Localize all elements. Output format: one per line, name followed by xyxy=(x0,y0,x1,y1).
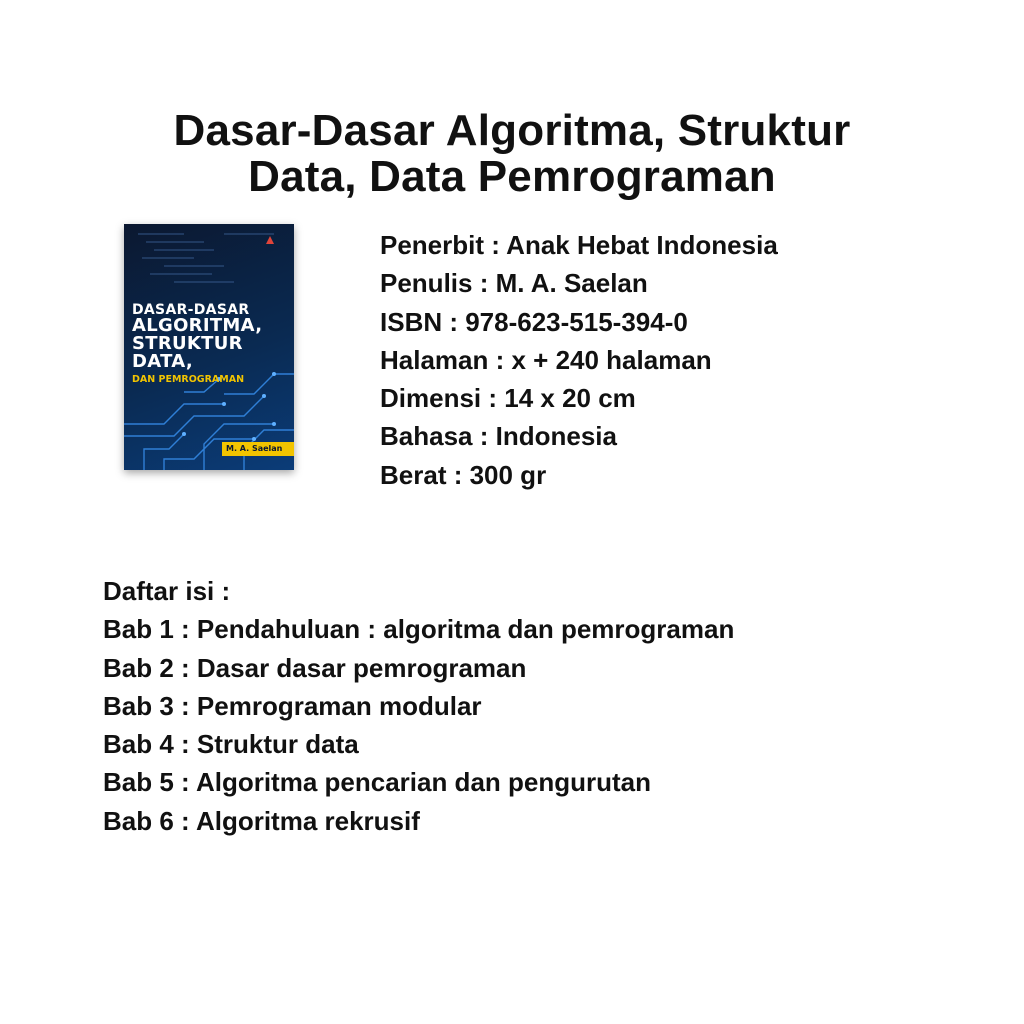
page-title-line-2: Data, Data Pemrograman xyxy=(248,152,776,201)
cover-subtitle: DAN PEMROGRAMAN xyxy=(132,374,245,385)
cover-pre-title: DASAR-DASAR xyxy=(132,302,250,318)
cover-main-title-line: STRUKTUR xyxy=(132,333,243,354)
toc-item: Bab 6 : Algoritma rekrusif xyxy=(103,805,420,836)
toc-item: Bab 2 : Dasar dasar pemrograman xyxy=(103,652,527,683)
detail-isbn: ISBN : 978-623-515-394-0 xyxy=(380,306,688,337)
toc-item: Bab 1 : Pendahuluan : algoritma dan pemrograman xyxy=(103,614,735,645)
table-of-contents xyxy=(103,572,983,840)
page-title-line-1: Dasar-Dasar Algoritma, Struktur xyxy=(173,106,851,155)
detail-weight: Berat : 300 gr xyxy=(380,459,547,490)
toc-item: Bab 5 : Algoritma pencarian dan pengurutan xyxy=(103,767,651,798)
book-details xyxy=(380,226,1000,494)
cover-author-badge: M. A. Saelan xyxy=(222,442,294,456)
detail-dimensions: Dimensi : 14 x 20 cm xyxy=(380,383,636,414)
detail-pages: Halaman : x + 240 halaman xyxy=(380,344,712,375)
detail-publisher: Penerbit : Anak Hebat Indonesia xyxy=(380,230,778,260)
page-title xyxy=(40,108,984,200)
toc-item: Bab 3 : Pemrograman modular xyxy=(103,690,482,721)
toc-item: Bab 4 : Struktur data xyxy=(103,729,359,760)
detail-author: Penulis : M. A. Saelan xyxy=(380,268,648,299)
cover-main-title-line: DATA, xyxy=(132,351,193,372)
cover-main-title xyxy=(132,317,292,371)
detail-language: Bahasa : Indonesia xyxy=(380,421,617,452)
book-cover xyxy=(124,224,294,470)
cover-main-title-line: ALGORITMA, xyxy=(132,315,263,336)
toc-heading: Daftar isi : xyxy=(103,576,231,606)
